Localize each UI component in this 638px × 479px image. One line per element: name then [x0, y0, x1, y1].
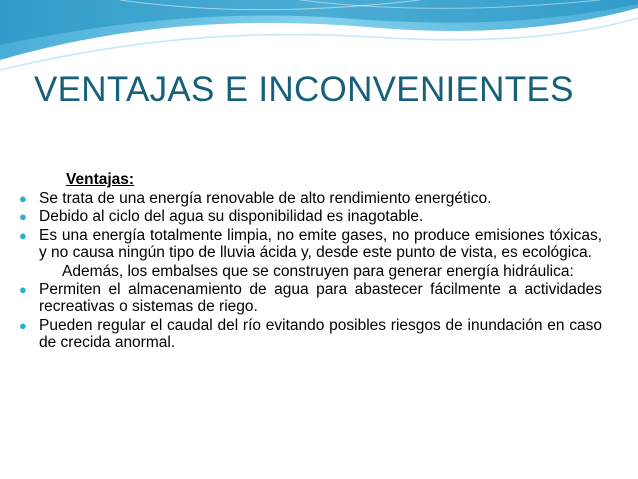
bullet-text: Pueden regular el caudal del río evitando posibles riesgos de inundación en caso de crecida anormal.: [39, 317, 602, 352]
bullet-text: Debido al ciclo del agua su disponibilidad es inagotable.: [39, 208, 424, 226]
slide-title: VENTAJAS E INCONVENIENTES: [34, 70, 574, 109]
bullet-text: Es una energía totalmente limpia, no emite gases, no produce emisiones tóxicas, y no causa ningún tipo de lluvia ácida y, desde este punto de vista, es ecológica.: [39, 227, 602, 262]
bullet-icon: ●: [19, 318, 27, 334]
bullet-text: Permiten el almacenamiento de agua para abastecer fácilmente a actividades recreativas o sistemas de riego.: [39, 281, 602, 316]
bullet-item: [18, 317, 602, 351]
embalses-paragraph: Además, los embalses que se construyen para generar energía hidráulica:: [62, 262, 574, 280]
subheading-ventajas: Ventajas:: [66, 171, 135, 188]
bullet-text: Se trata de una energía renovable de alto rendimiento energético.: [39, 189, 492, 207]
bullet-item: [18, 190, 602, 207]
slide-body: [18, 171, 602, 352]
bullet-icon: ●: [19, 190, 27, 206]
bullet-icon: ●: [19, 282, 27, 298]
bullet-item: [18, 208, 602, 225]
bullet-item: [18, 227, 602, 261]
header-wave-decoration: [0, 0, 638, 75]
bullet-icon: ●: [19, 228, 27, 244]
bullet-icon: ●: [19, 209, 27, 225]
bullet-item: [18, 281, 602, 315]
